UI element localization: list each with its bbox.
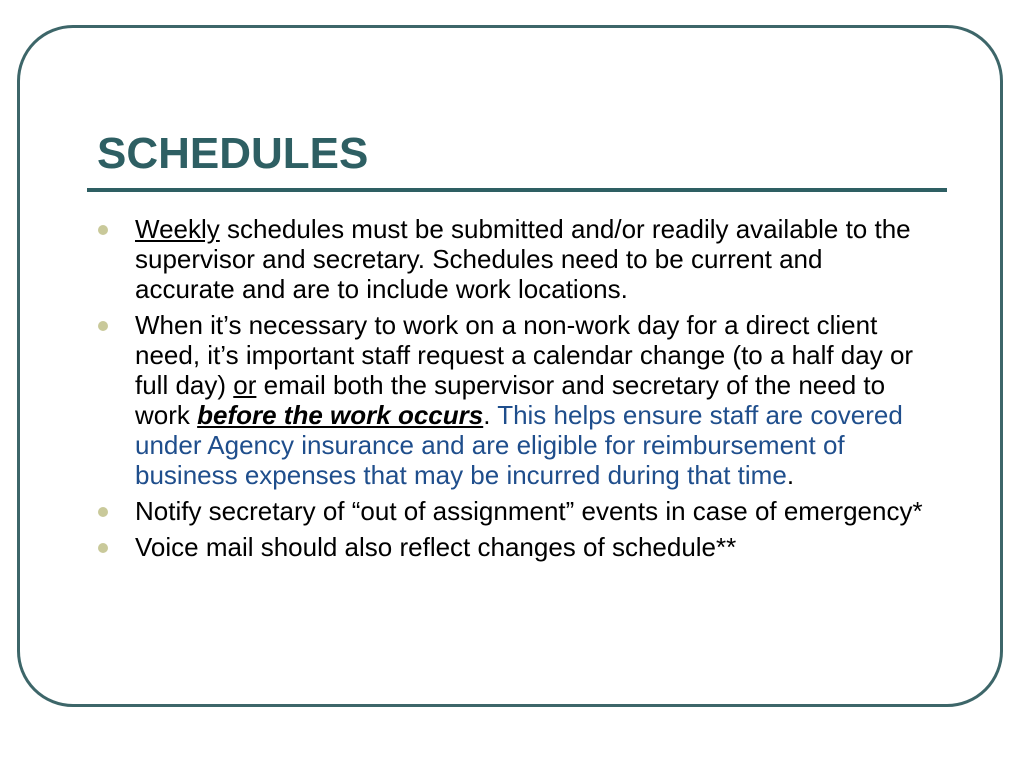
bullet-dot-icon (98, 321, 108, 331)
title-underline-rule (87, 188, 947, 192)
bullet-text-part-d: . (786, 460, 795, 490)
slide-title: SCHEDULES (97, 129, 369, 178)
bullet-text: schedules must be submitted and/or readily available to the supervisor and secretary. Schedules need to be current and accurate and are to include work locations. (135, 214, 911, 304)
bullet-text: Voice mail should also reflect changes of schedule** (135, 532, 737, 562)
bullet-weekly-schedules (98, 214, 928, 304)
or-underlined: or (233, 370, 257, 400)
bullet-dot-icon (98, 225, 108, 235)
bullet-list (98, 214, 928, 568)
bullet-voice-mail (98, 532, 928, 562)
bullet-text-part-c: . (483, 400, 498, 430)
insurance-note-blue: This helps ensure staff are covered under Agency insurance and are eligible for reimbursement of business expenses that may be incurred during that time (135, 400, 903, 490)
bullet-notify-secretary (98, 496, 928, 526)
bullet-dot-icon (98, 507, 108, 517)
before-the-work-occurs-emphasis: before the work occurs (197, 400, 484, 430)
bullet-text-part-a: When it’s necessary to work on a non-work day for a direct client need, it’s important staff request a calendar change (to a half day or full day) (135, 310, 914, 400)
bullet-text-part-b: email both the supervisor and secretary of the need to work (135, 370, 886, 430)
bullet-non-work-day (98, 310, 928, 490)
weekly-underlined: Weekly (135, 214, 220, 244)
bullet-text: Notify secretary of “out of assignment” events in case of emergency* (135, 496, 923, 526)
bullet-dot-icon (98, 543, 108, 553)
